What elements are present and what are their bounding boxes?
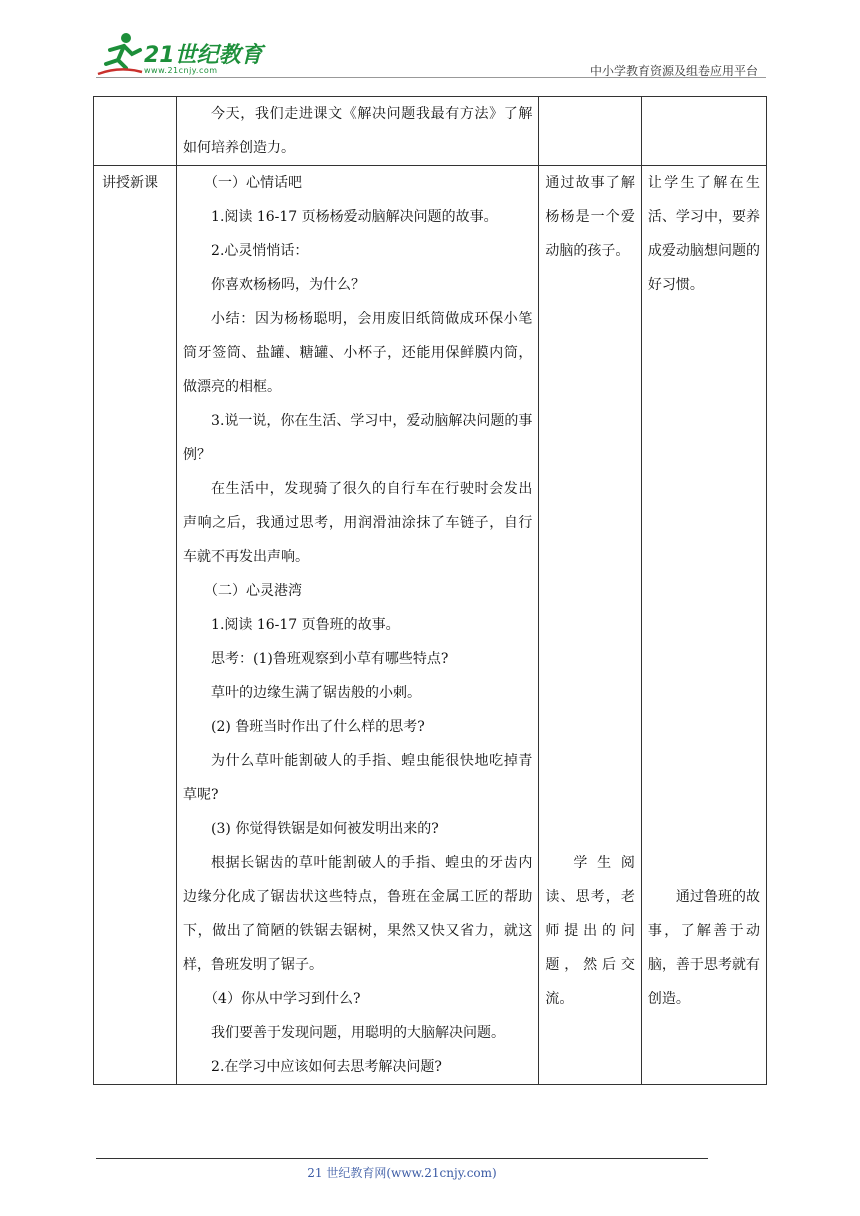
- stage-label: 讲授新课: [102, 175, 158, 191]
- cell-activity: [539, 166, 641, 1085]
- paragraph: 你喜欢杨杨吗，为什么？: [211, 277, 366, 293]
- paragraph: 为什么草叶能割破人的手指、蝗虫能很快地吃掉青草呢?: [183, 753, 533, 803]
- paragraph: 根据长锯齿的草叶能割破人的手指、蝗虫的牙齿内边缘分化成了锯齿状这些特点，鲁班在金属工匠的帮助下，做出了简陋的铁锯去锯树，果然又快又省力，就这样，鲁班发明了锯子。: [183, 855, 533, 973]
- spacer: [545, 268, 634, 846]
- cell-intent-empty: [641, 97, 766, 166]
- intent-text: 让学生了解在生活、学习中，要养成爱动脑想问题的好习惯。: [647, 175, 760, 293]
- activity-text: 通过故事了解杨杨是一个爱动脑的孩子。: [545, 175, 635, 259]
- paragraph: (2) 鲁班当时作出了什么样的思考?: [211, 719, 425, 735]
- paragraph: 草叶的边缘生满了锯齿般的小刺。: [211, 685, 422, 701]
- section-heading: （一）心情话吧: [204, 175, 303, 191]
- intro-paragraph: 今天，我们走进课文《解决问题我最有方法》了解如何培养创造力。: [183, 106, 533, 156]
- paragraph: 我们要善于发现问题，用聪明的大脑解决问题。: [211, 1025, 506, 1041]
- cell-stage-empty: [94, 97, 177, 166]
- cell-intent: [641, 166, 766, 1085]
- footer-text: 21 世纪教育网(www.21cnjy.com): [307, 1166, 497, 1180]
- logo: [96, 30, 266, 78]
- paragraph: 1.阅读 16-17 页杨杨爱动脑解决问题的故事。: [211, 209, 498, 225]
- paragraph: 1.阅读 16-17 页鲁班的故事。: [211, 617, 400, 633]
- table-row-intro: [94, 97, 767, 166]
- activity-text: 学生阅读、思考，老师提出的问题，然后交流。: [545, 855, 635, 1007]
- lesson-plan-table: [93, 96, 767, 1085]
- paragraph: （4）你从中学习到什么?: [204, 991, 361, 1007]
- paragraph: (3) 你觉得铁锯是如何被发明出来的?: [211, 821, 439, 837]
- paragraph: 小结：因为杨杨聪明，会用废旧纸筒做成环保小笔筒牙签筒、盐罐、糖罐、小杯子，还能用保鲜膜内筒， 做漂亮的相框。: [183, 311, 533, 395]
- cell-activity-empty: [539, 97, 641, 166]
- logo-url: www.21cnjy.com: [144, 66, 218, 75]
- paragraph: 3.说一说，你在生活、学习中，爱动脑解决问题的事例？: [183, 413, 533, 463]
- paragraph: 2.心灵悄悄话：: [211, 243, 309, 259]
- section-heading: （二）心灵港湾: [204, 583, 303, 599]
- spacer: [648, 302, 760, 880]
- platform-title: 中小学教育资源及组卷应用平台: [589, 64, 758, 78]
- cell-content: [177, 166, 539, 1085]
- paragraph: 思考：(1)鲁班观察到小草有哪些特点?: [211, 651, 449, 667]
- cell-stage: [94, 166, 177, 1085]
- logo-text: 21世纪教育: [144, 43, 263, 68]
- paragraph: 2.在学习中应该如何去思考解决问题?: [211, 1059, 442, 1075]
- paragraph: 在生活中，发现骑了很久的自行车在行驶时会发出声响之后，我通过思考，用润滑油涂抹了车链子，自行车就不再发出声响。: [183, 481, 533, 565]
- intent-text: 通过鲁班的故事，了解善于动脑，善于思考就有创造。: [647, 889, 760, 1007]
- table-row-new-lesson: [94, 166, 767, 1085]
- header-divider: [96, 77, 766, 78]
- runner-logo-icon: [96, 30, 144, 76]
- page-header: [96, 30, 766, 80]
- cell-intro-content: [177, 97, 539, 166]
- footer-divider: [96, 1158, 708, 1159]
